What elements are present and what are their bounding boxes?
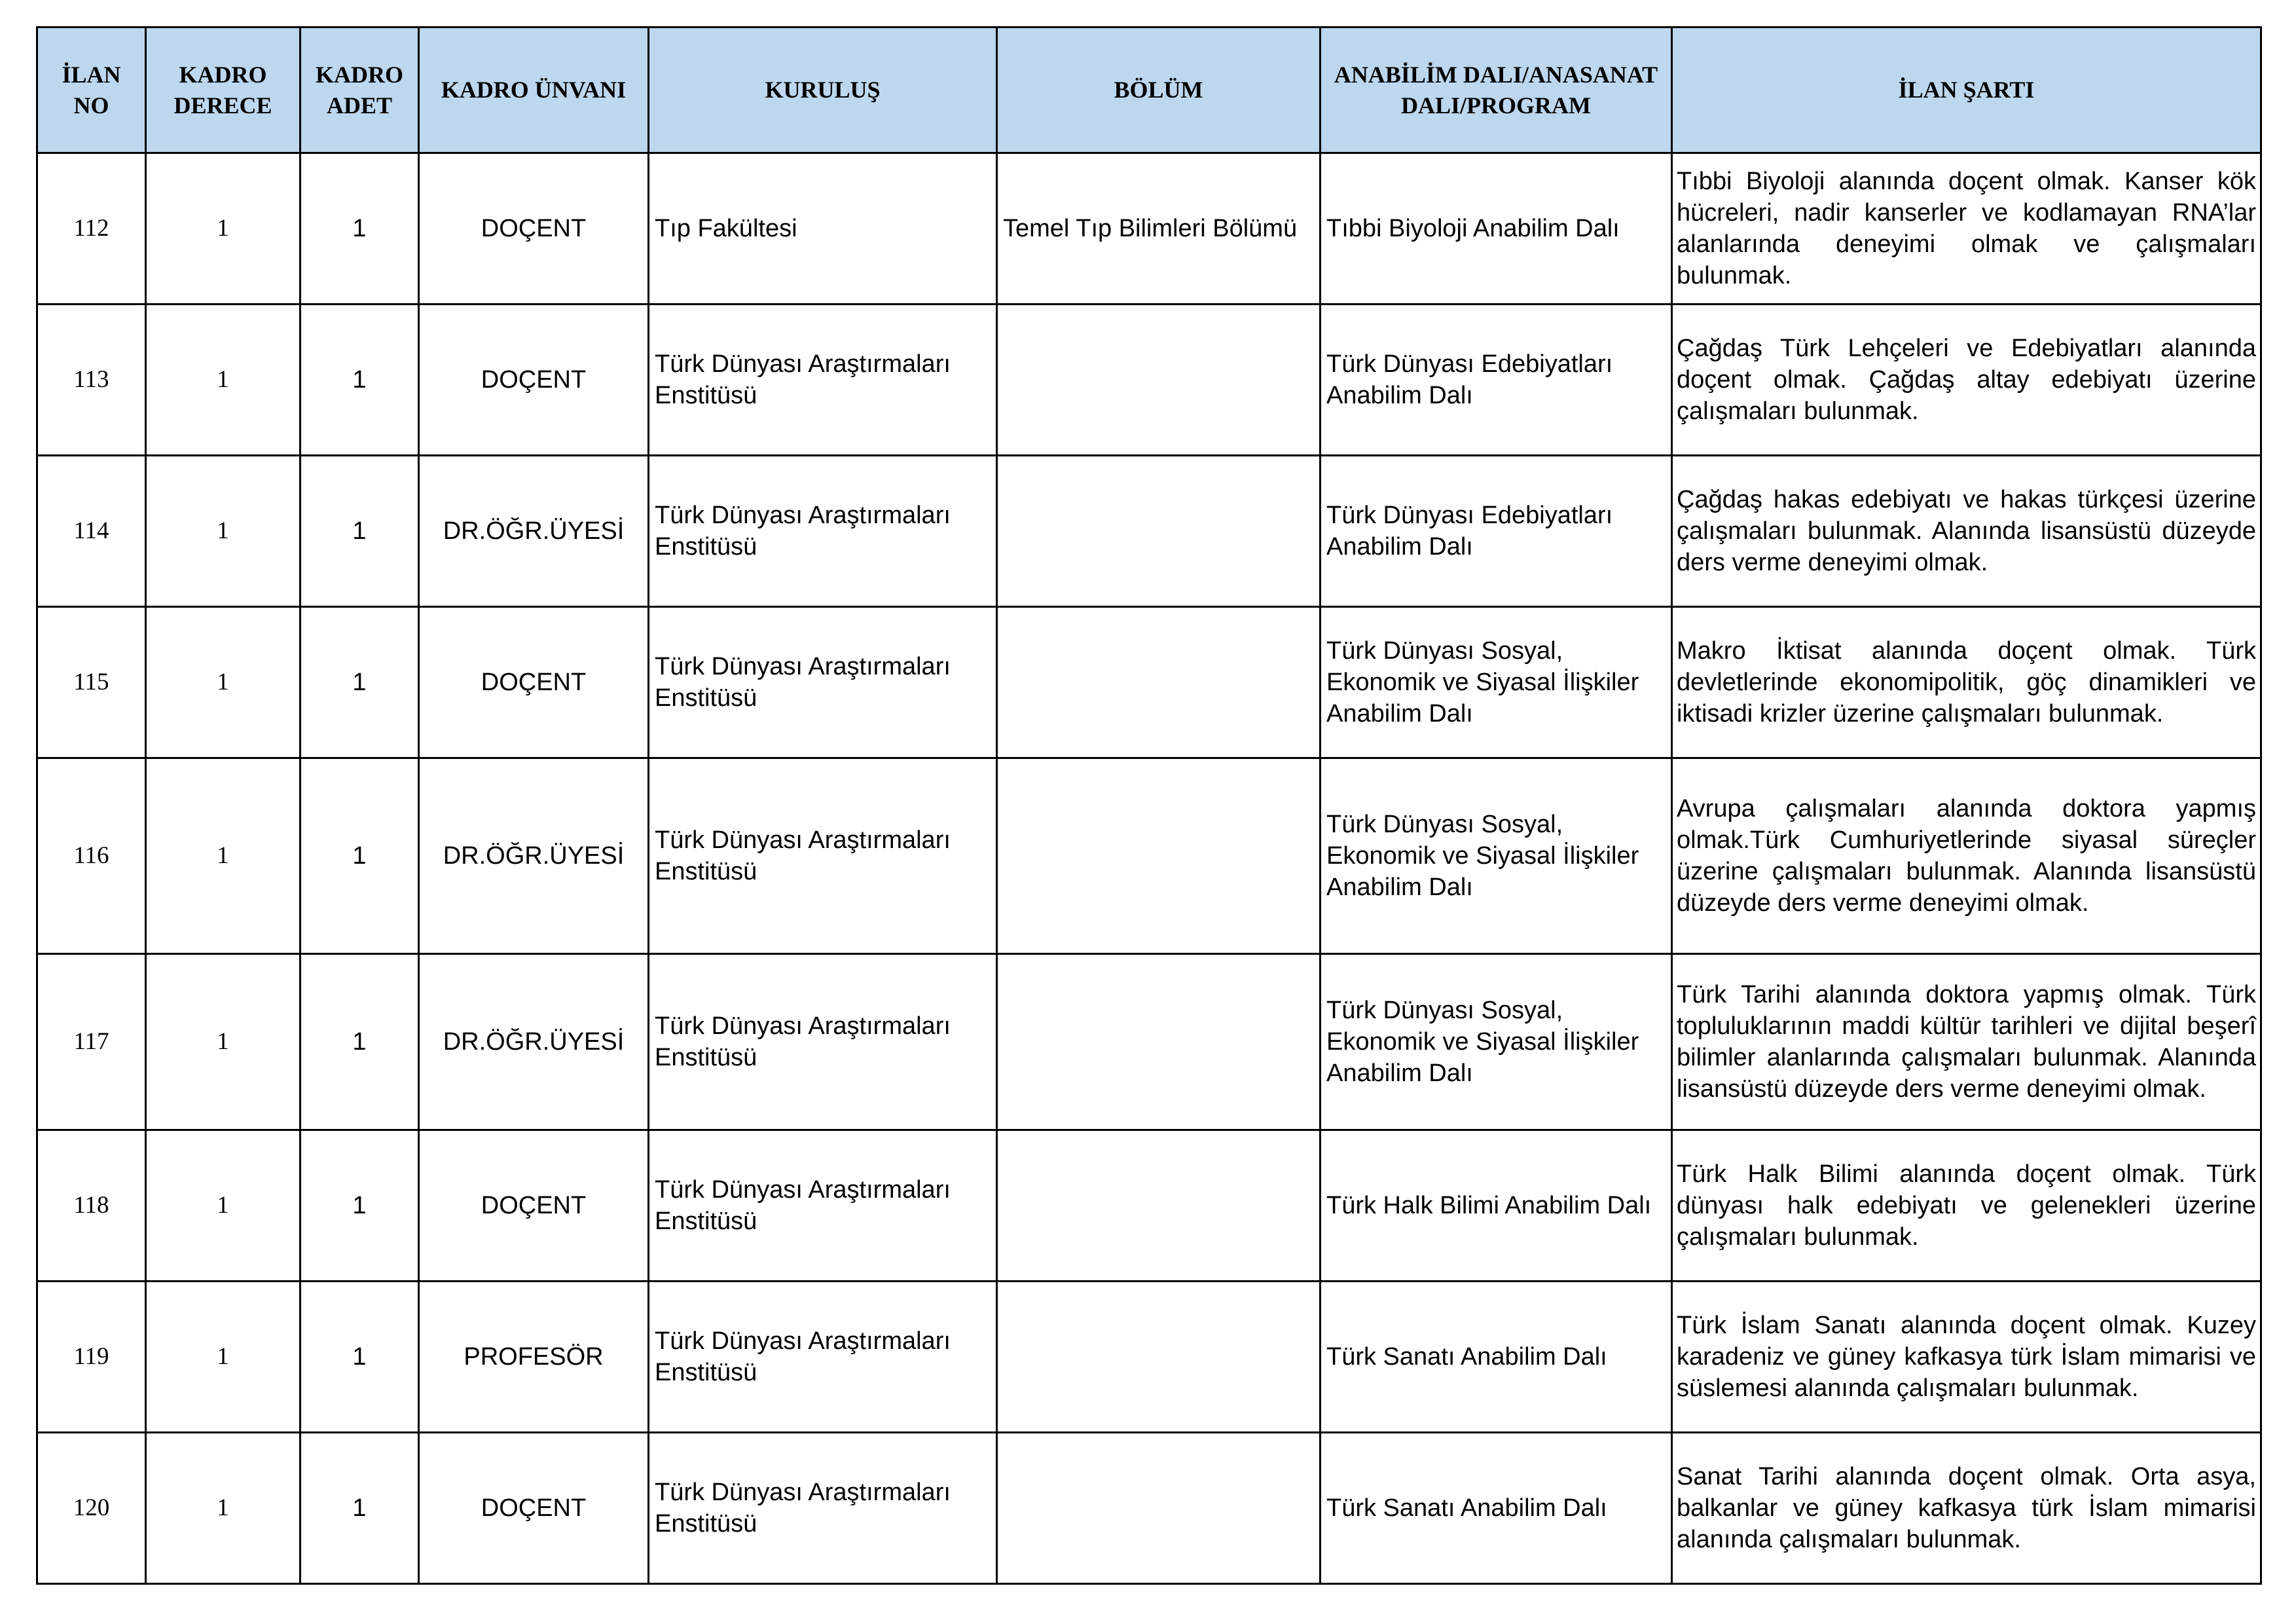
anabilim-dali-cell: Türk Dünyası Sosyal, Ekonomik ve Siyasal İlişkiler Anabilim Dalı <box>1321 954 1672 1130</box>
kadro-adet-cell: 1 <box>301 607 419 758</box>
kadro-derece-cell: 1 <box>146 1130 301 1282</box>
table-row <box>37 456 2261 607</box>
anabilim-dali-cell: Türk Halk Bilimi Anabilim Dalı <box>1321 1130 1672 1282</box>
kadro-adet-cell: 1 <box>301 1282 419 1433</box>
kadro-adet-cell: 1 <box>301 304 419 456</box>
table-row <box>37 153 2261 304</box>
kadro-adet-cell: 1 <box>301 1130 419 1282</box>
kadro-derece-cell: 1 <box>146 304 301 456</box>
kurulus-cell: Türk Dünyası Araştırmaları Enstitüsü <box>649 1282 997 1433</box>
ilan-no-cell: 118 <box>37 1130 146 1282</box>
kadro-adet-cell: 1 <box>301 758 419 954</box>
table-row <box>37 1433 2261 1584</box>
kurulus-cell: Tıp Fakültesi <box>649 153 997 304</box>
ilan-no-cell: 116 <box>37 758 146 954</box>
header-ilan-sarti: İLAN ŞARTI <box>1672 28 2261 153</box>
kadro-derece-cell: 1 <box>146 153 301 304</box>
table-row <box>37 1130 2261 1282</box>
bolum-cell: Temel Tıp Bilimleri Bölümü <box>997 153 1321 304</box>
anabilim-dali-cell: Türk Dünyası Sosyal, Ekonomik ve Siyasal İlişkiler Anabilim Dalı <box>1321 607 1672 758</box>
ilan-no-cell: 119 <box>37 1282 146 1433</box>
header-kurulus: KURULUŞ <box>649 28 997 153</box>
anabilim-dali-cell: Türk Dünyası Sosyal, Ekonomik ve Siyasal İlişkiler Anabilim Dalı <box>1321 758 1672 954</box>
kadro-unvani-cell: DR.ÖĞR.ÜYESİ <box>419 456 649 607</box>
kadro-derece-cell: 1 <box>146 1433 301 1584</box>
kadro-unvani-cell: DR.ÖĞR.ÜYESİ <box>419 758 649 954</box>
ilan-sarti-cell: Çağdaş Türk Lehçeleri ve Edebiyatları alanında doçent olmak. Çağdaş altay edebiyatı üzerine çalışmaları bulunmak. <box>1672 304 2261 456</box>
ilan-no-cell: 115 <box>37 607 146 758</box>
anabilim-dali-cell: Türk Sanatı Anabilim Dalı <box>1321 1282 1672 1433</box>
header-anabilim: ANABİLİM DALI/ANASANAT DALI/PROGRAM <box>1321 28 1672 153</box>
table-row <box>37 607 2261 758</box>
anabilim-dali-cell: Türk Dünyası Edebiyatları Anabilim Dalı <box>1321 304 1672 456</box>
kurulus-cell: Türk Dünyası Araştırmaları Enstitüsü <box>649 954 997 1130</box>
ilan-no-cell: 114 <box>37 456 146 607</box>
kadro-unvani-cell: PROFESÖR <box>419 1282 649 1433</box>
bolum-cell <box>997 456 1321 607</box>
kadro-unvani-cell: DOÇENT <box>419 607 649 758</box>
table-row <box>37 758 2261 954</box>
kurulus-cell: Türk Dünyası Araştırmaları Enstitüsü <box>649 304 997 456</box>
ilan-sarti-cell: Sanat Tarihi alanında doçent olmak. Orta asya, balkanlar ve güney kafkasya türk İslam mimarisi alanında çalışmaları bulunmak. <box>1672 1433 2261 1584</box>
kadro-unvani-cell: DOÇENT <box>419 304 649 456</box>
bolum-cell <box>997 607 1321 758</box>
kadro-unvani-cell: DOÇENT <box>419 1130 649 1282</box>
table-row <box>37 954 2261 1130</box>
ilan-sarti-cell: Makro İktisat alanında doçent olmak. Türk devletlerinde ekonomipolitik, göç dinamikleri ve iktisadi krizler üzerine çalışmaları bulunmak. <box>1672 607 2261 758</box>
kurulus-cell: Türk Dünyası Araştırmaları Enstitüsü <box>649 1130 997 1282</box>
ilan-no-cell: 113 <box>37 304 146 456</box>
kadro-adet-cell: 1 <box>301 456 419 607</box>
table-row <box>37 1282 2261 1433</box>
bolum-cell <box>997 1130 1321 1282</box>
table-header-row <box>37 28 2261 153</box>
ilan-sarti-cell: Avrupa çalışmaları alanında doktora yapmış olmak.Türk Cumhuriyetlerinde siyasal süreçler üzerine çalışmaları bulunmak. Alanında lisansüstü düzeyde ders verme deneyimi olmak. <box>1672 758 2261 954</box>
ilan-sarti-cell: Tıbbi Biyoloji alanında doçent olmak. Kanser kök hücreleri, nadir kanserler ve kodlamayan RNA’lar alanlarında deneyimi olmak ve çalışmaları bulunmak. <box>1672 153 2261 304</box>
ilan-no-cell: 112 <box>37 153 146 304</box>
anabilim-dali-cell: Türk Dünyası Edebiyatları Anabilim Dalı <box>1321 456 1672 607</box>
kadro-derece-cell: 1 <box>146 607 301 758</box>
bolum-cell <box>997 954 1321 1130</box>
ilan-no-cell: 117 <box>37 954 146 1130</box>
header-kadro-unvani: KADRO ÜNVANI <box>419 28 649 153</box>
kurulus-cell: Türk Dünyası Araştırmaları Enstitüsü <box>649 607 997 758</box>
header-bolum: BÖLÜM <box>997 28 1321 153</box>
header-kadro-derece: KADRO DERECE <box>146 28 301 153</box>
bolum-cell <box>997 1433 1321 1584</box>
ilan-sarti-cell: Türk Tarihi alanında doktora yapmış olmak. Türk topluluklarının maddi kültür tarihleri ve dijital beşerî bilimler alanlarında çalışmaları bulunmak. Alanında lisansüstü düzeyde ders verme deneyimi olmak. <box>1672 954 2261 1130</box>
kadro-derece-cell: 1 <box>146 1282 301 1433</box>
kadro-derece-cell: 1 <box>146 954 301 1130</box>
kadro-unvani-cell: DOÇENT <box>419 1433 649 1584</box>
ilan-sarti-cell: Türk Halk Bilimi alanında doçent olmak. Türk dünyası halk edebiyatı ve gelenekleri üzerine çalışmaları bulunmak. <box>1672 1130 2261 1282</box>
kadro-adet-cell: 1 <box>301 153 419 304</box>
kadro-adet-cell: 1 <box>301 954 419 1130</box>
ilan-sarti-cell: Türk İslam Sanatı alanında doçent olmak. Kuzey karadeniz ve güney kafkasya türk İslam mimarisi ve süslemesi alanında çalışmaları bulunmak. <box>1672 1282 2261 1433</box>
bolum-cell <box>997 1282 1321 1433</box>
kadro-adet-cell: 1 <box>301 1433 419 1584</box>
kadro-unvani-cell: DOÇENT <box>419 153 649 304</box>
table-row <box>37 304 2261 456</box>
header-kadro-adet: KADRO ADET <box>301 28 419 153</box>
anabilim-dali-cell: Tıbbi Biyoloji Anabilim Dalı <box>1321 153 1672 304</box>
kurulus-cell: Türk Dünyası Araştırmaları Enstitüsü <box>649 1433 997 1584</box>
kadro-derece-cell: 1 <box>146 456 301 607</box>
kadro-unvani-cell: DR.ÖĞR.ÜYESİ <box>419 954 649 1130</box>
ilan-table <box>36 26 2262 1585</box>
header-ilan-no: İLAN NO <box>37 28 146 153</box>
ilan-sarti-cell: Çağdaş hakas edebiyatı ve hakas türkçesi üzerine çalışmaları bulunmak. Alanında lisansüstü düzeyde ders verme deneyimi olmak. <box>1672 456 2261 607</box>
kadro-derece-cell: 1 <box>146 758 301 954</box>
bolum-cell <box>997 758 1321 954</box>
bolum-cell <box>997 304 1321 456</box>
anabilim-dali-cell: Türk Sanatı Anabilim Dalı <box>1321 1433 1672 1584</box>
kurulus-cell: Türk Dünyası Araştırmaları Enstitüsü <box>649 456 997 607</box>
ilan-no-cell: 120 <box>37 1433 146 1584</box>
kurulus-cell: Türk Dünyası Araştırmaları Enstitüsü <box>649 758 997 954</box>
